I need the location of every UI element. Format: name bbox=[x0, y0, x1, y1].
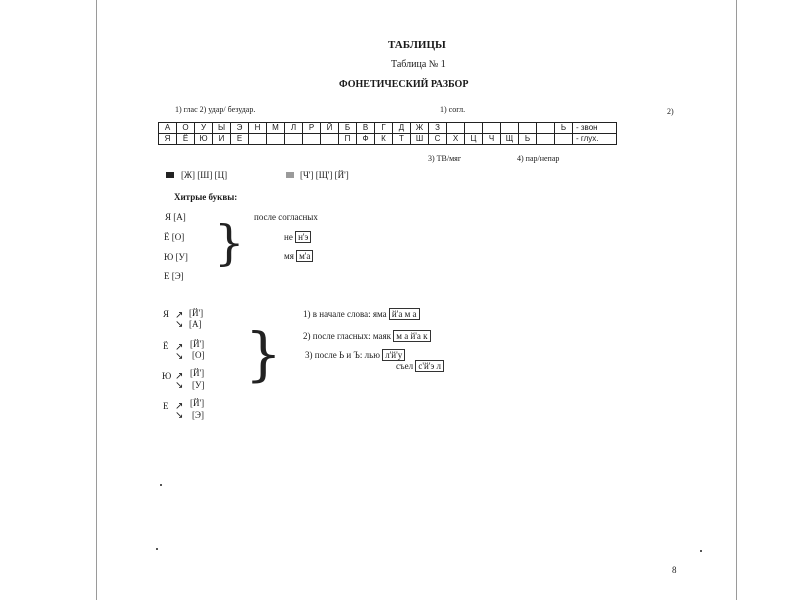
example-mya-word: мя bbox=[284, 251, 294, 261]
page-edge-left bbox=[96, 0, 97, 600]
table-cell: П bbox=[339, 134, 357, 145]
iotated-yo-top: [Й'] bbox=[190, 339, 205, 349]
iotated-yo-bottom: [О] bbox=[192, 350, 205, 360]
table-cell: К bbox=[375, 134, 393, 145]
rule-after-signs-example-box: с'й'э л bbox=[415, 360, 444, 372]
iotated-ye-bottom: [Э] bbox=[192, 410, 204, 420]
table-cell: Ы bbox=[213, 123, 231, 134]
table-cell: Ч bbox=[483, 134, 501, 145]
rule-after-signs-example bbox=[396, 362, 444, 371]
page-subtitle: Таблица № 1 bbox=[391, 59, 446, 70]
table-cell: Щ bbox=[501, 134, 519, 145]
example-ne-word: не bbox=[284, 232, 293, 242]
table-cell: У bbox=[195, 123, 213, 134]
table-cell bbox=[267, 134, 285, 145]
section-heading: ФОНЕТИЧЕСКИЙ РАЗБОР bbox=[339, 79, 469, 90]
after-consonants-text: после согласных bbox=[254, 212, 318, 222]
table-cell: Ь bbox=[519, 134, 537, 145]
rule-word-start bbox=[303, 310, 420, 319]
table-cell: Э bbox=[231, 123, 249, 134]
table-cell bbox=[447, 123, 465, 134]
always-hard-group: [Ж] [Ш] [Ц] bbox=[181, 170, 228, 180]
tricky-letter-ya: Я [А] bbox=[165, 212, 186, 222]
split-arrow-icon: ↗ bbox=[175, 310, 184, 321]
rule-after-signs-text: 3) после Ь и Ъ: лью bbox=[305, 350, 380, 360]
iotated-ye-top: [Й'] bbox=[190, 398, 205, 408]
consonants-label: 1) согл. bbox=[440, 105, 466, 114]
split-arrow-icon: ↘ bbox=[175, 351, 184, 362]
table-cell: Н bbox=[249, 123, 267, 134]
iotated-letter-yu: Ю bbox=[162, 371, 172, 381]
split-arrow-icon: ↘ bbox=[175, 380, 184, 391]
tricky-letter-yu: Ю [У] bbox=[164, 252, 188, 262]
table-cell: С bbox=[429, 134, 447, 145]
rule-after-vowels bbox=[303, 332, 431, 341]
rule-word-start-text: 1) в начале слова: яма bbox=[303, 309, 387, 319]
table-cell bbox=[249, 134, 267, 145]
table-cell: Т bbox=[393, 134, 411, 145]
table-cell-note: - глух. bbox=[573, 134, 617, 145]
iotated-letter-ye: Е bbox=[163, 401, 169, 411]
iotated-yu-top: [Й'] bbox=[190, 368, 205, 378]
vowels-label: 1) глас 2) удар/ безудар. bbox=[175, 105, 256, 114]
table-cell: Ц bbox=[465, 134, 483, 145]
page-edge-right bbox=[736, 0, 737, 600]
curly-brace: } bbox=[214, 215, 245, 271]
table-cell: Ф bbox=[357, 134, 375, 145]
scan-speck bbox=[160, 484, 162, 486]
table-cell bbox=[483, 123, 501, 134]
table-row-voiced bbox=[159, 123, 617, 134]
table-cell: В bbox=[357, 123, 375, 134]
rule-after-signs bbox=[305, 351, 405, 360]
table-row-voiceless bbox=[159, 134, 617, 145]
table-cell: Ш bbox=[411, 134, 429, 145]
table-cell: Д bbox=[393, 123, 411, 134]
table-cell: З bbox=[429, 123, 447, 134]
rule-word-start-box: й'а м а bbox=[389, 308, 420, 320]
table-cell: Я bbox=[159, 134, 177, 145]
iotated-ya-top: [Й'] bbox=[189, 308, 204, 318]
split-arrow-icon: ↗ bbox=[175, 371, 184, 382]
rule-after-vowels-box: м а й'а к bbox=[393, 330, 430, 342]
iotated-letter-yo: Ё bbox=[163, 341, 169, 351]
table-cell: И bbox=[213, 134, 231, 145]
table-cell bbox=[519, 123, 537, 134]
always-soft-group: [Ч'] [Щ'] [Й'] bbox=[300, 170, 349, 180]
table-cell: Ю bbox=[195, 134, 213, 145]
hard-soft-label: 3) ТВ/мяг bbox=[428, 154, 462, 163]
split-arrow-icon: ↗ bbox=[175, 401, 184, 412]
iotated-ya-bottom: [А] bbox=[189, 319, 202, 329]
table-cell: Й bbox=[321, 123, 339, 134]
tricky-letter-yo: Ё [О] bbox=[164, 232, 185, 242]
iotated-letter-ya: Я bbox=[163, 309, 170, 319]
letters-table bbox=[158, 122, 617, 145]
scan-speck bbox=[700, 550, 702, 552]
table-cell bbox=[285, 134, 303, 145]
table-cell bbox=[321, 134, 339, 145]
iotated-yu-bottom: [У] bbox=[192, 380, 205, 390]
tricky-heading: Хитрые буквы: bbox=[174, 192, 238, 202]
table-cell-note: - звон bbox=[573, 123, 617, 134]
table-cell bbox=[555, 134, 573, 145]
table-cell: О bbox=[177, 123, 195, 134]
table-cell bbox=[303, 134, 321, 145]
split-arrow-icon: ↘ bbox=[175, 319, 184, 330]
curly-brace: } bbox=[245, 320, 282, 388]
page-number: 8 bbox=[672, 565, 677, 575]
rule-after-vowels-text: 2) после гласных: маяк bbox=[303, 331, 391, 341]
grey-square-icon bbox=[286, 172, 294, 178]
table-cell: Е bbox=[231, 134, 249, 145]
scan-speck bbox=[156, 548, 158, 550]
tricky-letter-ye: Е [Э] bbox=[164, 271, 184, 281]
table-cell: Х bbox=[447, 134, 465, 145]
table-cell: Ё bbox=[177, 134, 195, 145]
table-cell: Ж bbox=[411, 123, 429, 134]
paired-label: 4) пар/непар bbox=[517, 154, 560, 163]
table-cell: Ь bbox=[555, 123, 573, 134]
table-cell: Б bbox=[339, 123, 357, 134]
table-cell: М bbox=[267, 123, 285, 134]
table-cell bbox=[537, 134, 555, 145]
table-cell: Л bbox=[285, 123, 303, 134]
example-mya bbox=[284, 252, 313, 261]
solid-square-icon bbox=[166, 172, 174, 178]
split-arrow-icon: ↘ bbox=[175, 410, 184, 421]
table-cell bbox=[537, 123, 555, 134]
table-cell: А bbox=[159, 123, 177, 134]
example-mya-box: м'а bbox=[296, 250, 313, 262]
table-cell: Г bbox=[375, 123, 393, 134]
split-arrow-icon: ↗ bbox=[175, 342, 184, 353]
example-ne bbox=[284, 233, 311, 242]
table-cell: Р bbox=[303, 123, 321, 134]
table-cell bbox=[465, 123, 483, 134]
example-ne-box: н'э bbox=[295, 231, 311, 243]
right-label-two: 2) bbox=[667, 107, 674, 116]
table-cell bbox=[501, 123, 519, 134]
rule-after-signs-example-text: съел bbox=[396, 361, 414, 371]
page-title: ТАБЛИЦЫ bbox=[388, 39, 446, 51]
rule-after-signs-box: л'й'у bbox=[382, 349, 405, 361]
